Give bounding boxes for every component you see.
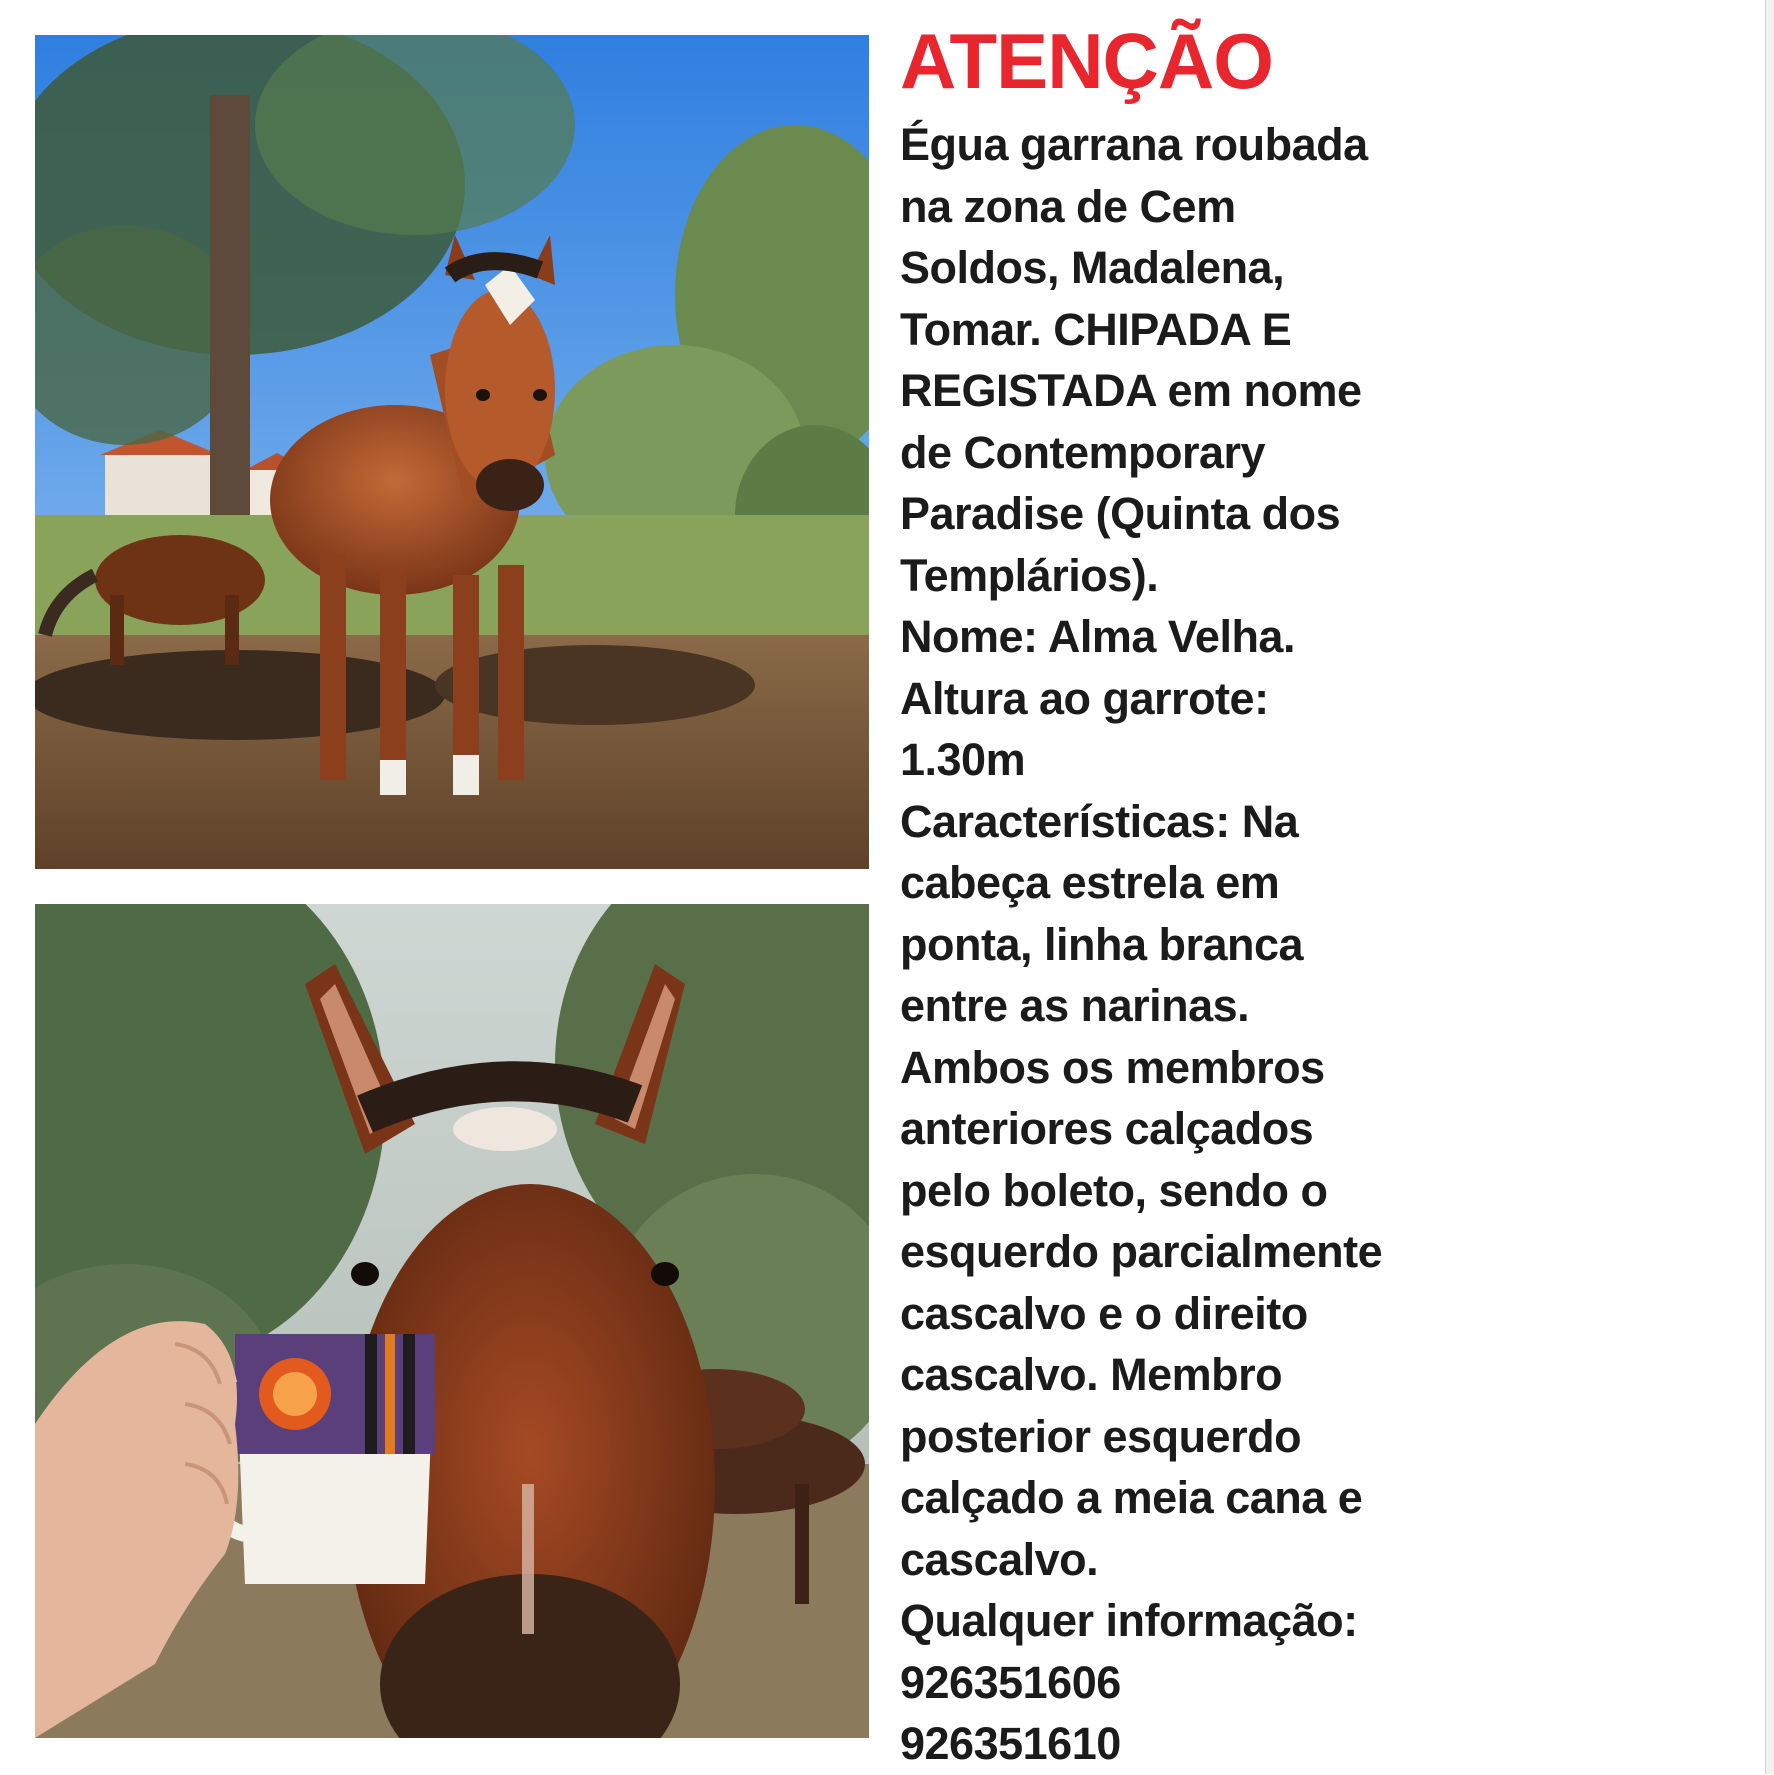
body-line: cabeça estrela em — [900, 857, 1280, 908]
horse-photo-with-mug — [35, 904, 869, 1738]
body-line: posterior esquerdo — [900, 1410, 1302, 1462]
body-line: Égua garrana roubada — [900, 119, 1368, 170]
phone-number-2: 926351610 — [900, 1718, 1121, 1769]
body-line: esquerdo parcialmente — [900, 1226, 1383, 1277]
right-edge-strip — [1765, 0, 1774, 1774]
body-line: Tomar. CHIPADA E — [900, 303, 1292, 355]
contact-label: Qualquer informação: — [900, 1595, 1358, 1646]
name-line: Nome: Alma Velha. — [900, 611, 1295, 662]
body-line: cascalvo. — [900, 1533, 1099, 1585]
horse-photo-standing — [35, 35, 869, 869]
body-line: na zona de Cem — [900, 180, 1236, 232]
body-line: Paradise (Quinta dos — [900, 488, 1341, 539]
horse-photo-with-mug-image — [35, 904, 869, 1738]
body-line: Ambos os membros — [900, 1041, 1325, 1093]
body-line: anteriores calçados — [900, 1103, 1314, 1154]
body-line: calçado a meia cana e — [900, 1472, 1363, 1523]
headline-atencao: ATENÇÃO — [900, 17, 1273, 105]
body-line: Soldos, Madalena, — [900, 242, 1285, 293]
height-value: 1.30m — [900, 734, 1026, 785]
height-label: Altura ao garrote: — [900, 672, 1269, 724]
body-line: Templários). — [900, 549, 1159, 601]
body-line: REGISTADA em nome — [900, 365, 1362, 416]
body-line: de Contemporary — [900, 426, 1266, 478]
body-line: cascalvo. Membro — [900, 1349, 1283, 1400]
phone-number-1: 926351606 — [900, 1656, 1121, 1708]
notice-text-column — [900, 18, 1460, 1775]
body-line: ponta, linha branca — [900, 918, 1304, 970]
body-line: Características: Na — [900, 795, 1299, 847]
notice-body — [900, 114, 1460, 1775]
body-line: entre as narinas. — [900, 980, 1250, 1031]
body-line: pelo boleto, sendo o — [900, 1164, 1328, 1216]
horse-photo-standing-image — [35, 35, 869, 869]
body-line: cascalvo e o direito — [900, 1287, 1308, 1339]
